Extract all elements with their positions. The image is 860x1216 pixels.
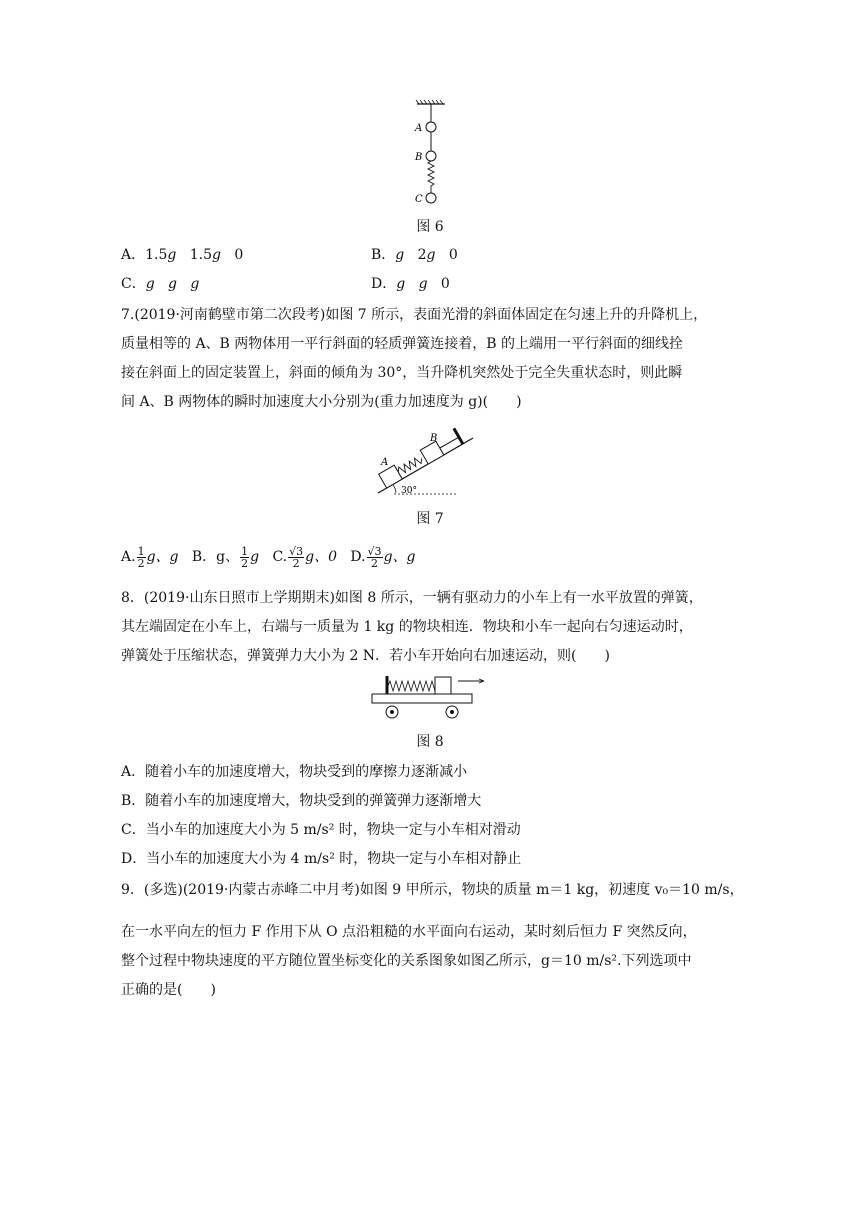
fig6-option-b: B．g 2g 0 [371,247,458,263]
ball-a [426,122,436,132]
label-a: A [415,123,423,134]
fig6-option-c: C．g g g [121,276,200,292]
q8-line-3: 弹簧处于压缩状态，弹簧弹力大小为 2 N．若小车开始向右加速运动，则( ) [121,648,610,664]
wheel-left-hub [390,710,394,714]
angle-arc [393,485,396,493]
figure-8 [366,672,496,724]
fig6-option-a: A．1.5g 1.5g 0 [121,247,244,263]
ball-b [426,151,436,161]
q8-line-2: 其左端固定在小车上，右端与一质量为 1 kg 的物块相连．物块和小车一起向右匀速运动时， [121,619,693,635]
label-b: B [430,433,438,444]
fig6-option-d: D．g g 0 [371,276,450,292]
label-a: A [381,457,389,468]
spring [388,681,437,691]
figure-7 [370,420,490,500]
block [435,677,451,694]
label-b: B [415,152,423,163]
q9-line-1: 9．(多选)(2019·内蒙古赤峰二中月考)如图 9 甲所示，物块的质量 m＝1 kg，初速度 v₀＝10 m/s， [121,882,744,898]
thread-b [440,437,459,448]
label-angle: 30° [401,486,417,496]
q7-line-1: 7.(2019·河南鹤壁市第二次段考)如图 7 所示，表面光滑的斜面体固定在匀速上升的升降机上， [121,307,708,323]
figure-7-caption: 图 7 [416,511,444,527]
figure-6 [400,98,460,208]
block-b [420,441,444,464]
fraction-root3-half: $\frac{√3}{2}$ [289,544,304,570]
q9-line-2: 在一水平向左的恒力 F 作用下从 O 点沿粗糙的水平面向右运动，某时刻后恒力 F 突然反向， [121,924,697,940]
fraction-one-half: $\frac{1}{2}$ [241,544,249,570]
q7-line-3: 接在斜面上的固定装置上，斜面的倾角为 30°，当升降机突然处于完全失重状态时，则此瞬 [121,365,683,381]
ball-c [426,193,436,203]
q7-line-4: 间 A、B 两物体的瞬时加速度大小分别为(重力加速度为 g)( ) [121,394,522,410]
label-c: C [415,194,423,205]
q8-option-d: D．当小车的加速度大小为 4 m/s² 时，物块一定与小车相对静止 [121,851,522,867]
q8-option-c: C．当小车的加速度大小为 5 m/s² 时，物块一定与小车相对滑动 [121,822,521,838]
figure-8-caption: 图 8 [416,734,444,750]
cart-body [372,694,472,703]
spring-bc [428,161,434,193]
q8-line-1: 8．(2019·山东日照市上学期期末)如图 8 所示，一辆有驱动力的小车上有一水平放置的弹簧， [121,590,703,606]
q9-line-4: 正确的是( ) [121,982,216,998]
spring-ab [396,455,423,475]
wheel-right-hub [450,710,454,714]
q8-option-b: B．随着小车的加速度增大，物块受到的弹簧弹力逐渐增大 [121,793,482,809]
fraction-root3-half: $\frac{√3}{2}$ [367,544,382,570]
q9-line-3: 整个过程中物块速度的平方随位置坐标变化的关系图象如图乙所示，g＝10 m/s².下列选项中 [121,953,692,969]
fraction-one-half: $\frac{1}{2}$ [137,544,145,570]
q7-options: A. $\frac{1}{2}$ g、g B．g、 $\frac{1}{2}$ g C. $\frac{√3}{2}$ g、0 D. $\frac{√3}{2}$ g、g [121,544,416,570]
q8-option-a: A．随着小车的加速度增大，物块受到的摩擦力逐渐减小 [121,764,468,780]
fixed-stop [454,428,463,444]
q7-line-2: 质量相等的 A、B 两物体用一平行斜面的轻质弹簧连接着，B 的上端用一平行斜面的细线拴 [121,336,684,352]
figure-6-caption: 图 6 [416,219,444,235]
